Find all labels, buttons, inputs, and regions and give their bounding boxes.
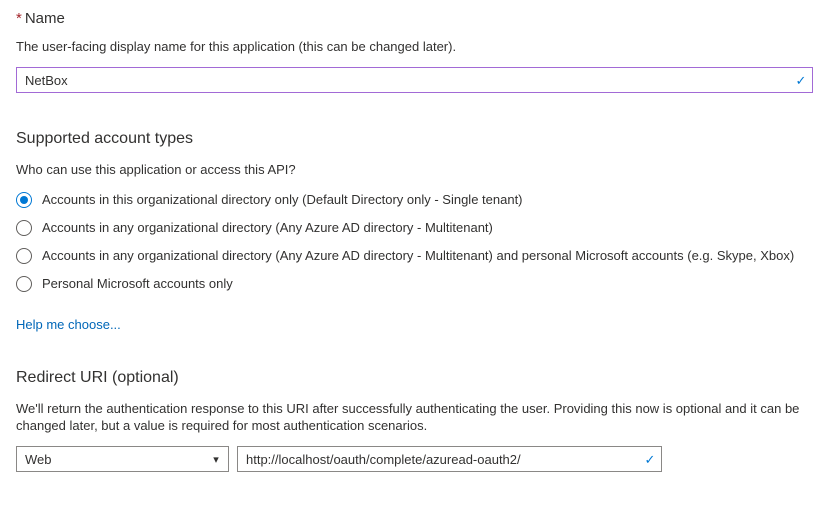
name-field-label [16,10,813,28]
supported-account-types-question: Who can use this application or access this API? [16,162,296,177]
redirect-uri-input-wrapper[interactable] [237,446,662,472]
name-description: The user-facing display name for this application (this can be changed later). [16,39,457,54]
radio-button-icon[interactable] [16,220,32,236]
radio-option-label: Accounts in this organizational directory only (Default Directory only - Single tenant) [42,192,523,207]
redirect-uri-row [16,446,813,472]
supported-account-types-title: Supported account types [16,130,194,147]
radio-option-multitenant[interactable] [16,218,813,238]
platform-select-value: Web [25,451,52,467]
checkmark-icon: ✓ [644,451,656,467]
radio-option-label: Accounts in any organizational directory (Any Azure AD directory - Multitenant) [42,220,493,235]
name-input-wrapper[interactable] [16,67,813,93]
required-marker: * [16,10,22,27]
radio-option-single-tenant[interactable] [16,190,813,210]
radio-button-icon[interactable] [16,248,32,264]
help-me-choose-link[interactable]: Help me choose... [16,317,121,332]
chevron-down-icon[interactable]: ▾ [213,453,219,466]
redirect-uri-title: Redirect URI (optional) [16,369,179,386]
radio-option-personal-only[interactable] [16,274,813,294]
redirect-uri-description: We'll return the authentication response to this URI after successfully authenticating the user. Providing this now is optional and it can be changed later, but a value is required for most authentication scenarios. [16,401,800,433]
checkmark-icon: ✓ [795,72,807,88]
radio-button-icon[interactable] [16,276,32,292]
radio-button-icon[interactable] [16,192,32,208]
platform-select[interactable] [16,446,229,472]
name-input[interactable] [17,68,790,92]
redirect-uri-input[interactable] [238,447,639,471]
radio-option-label: Accounts in any organizational directory (Any Azure AD directory - Multitenant) and personal Microsoft accounts (e.g. Skype, Xbox) [42,248,795,263]
radio-option-label: Personal Microsoft accounts only [42,276,233,291]
name-label-text: Name [24,10,65,27]
radio-option-multitenant-and-personal[interactable] [16,246,813,266]
